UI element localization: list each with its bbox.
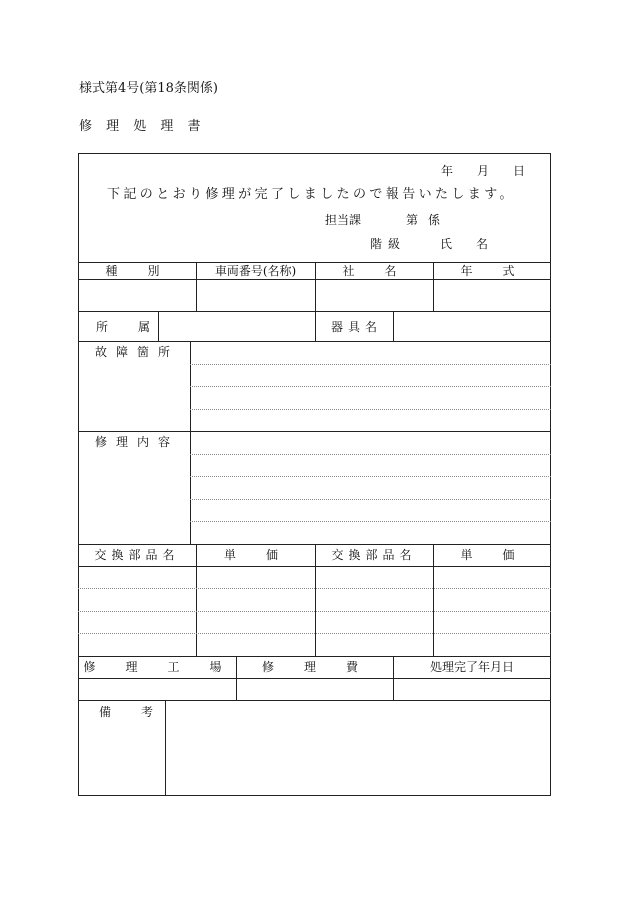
- company-name-value-field[interactable]: [316, 280, 432, 310]
- header-company-name: 社 名: [342, 264, 406, 278]
- date-month-label: 月: [477, 164, 490, 178]
- section-number-label: 第: [406, 213, 419, 227]
- header-unit-price-1: 単 価: [223, 548, 287, 562]
- unit-price-column-1[interactable]: [197, 567, 314, 655]
- header-part-name-2: 交換部品名: [331, 548, 417, 562]
- date-year-label: 年: [441, 164, 454, 178]
- remarks-label: 備 考: [99, 705, 163, 719]
- header-type: 種 別: [105, 264, 169, 278]
- affiliation-value-field[interactable]: [159, 312, 314, 340]
- part-name-column-2[interactable]: [316, 567, 432, 655]
- unit-price-column-2[interactable]: [434, 567, 550, 655]
- completion-date-value-field[interactable]: [394, 679, 550, 699]
- document-title: 修 理 処 理 書: [79, 119, 206, 134]
- fault-location-label: 故障箇所: [95, 345, 180, 359]
- header-unit-price-2: 単 価: [460, 548, 524, 562]
- fault-location-field[interactable]: [191, 342, 550, 431]
- header-vehicle-number: 車両番号(名称): [214, 264, 297, 278]
- header-model-year: 年 式: [460, 264, 524, 278]
- repair-content-label: 修理内容: [95, 435, 180, 449]
- repair-shop-value-field[interactable]: [79, 679, 235, 699]
- divider: [315, 311, 316, 341]
- type-value-field[interactable]: [79, 280, 195, 310]
- date-day-label: 日: [513, 164, 526, 178]
- vehicle-number-value-field[interactable]: [197, 280, 314, 310]
- department-label: 担当課: [325, 213, 362, 227]
- report-statement: 下記のとおり修理が完了しましたので報告いたします。: [107, 187, 516, 202]
- equipment-name-value-field[interactable]: [394, 312, 550, 340]
- header-repair-shop: 修 理 工 場: [83, 660, 231, 674]
- header-repair-cost: 修 理 費: [261, 660, 367, 674]
- divider: [78, 656, 551, 657]
- model-year-value-field[interactable]: [434, 280, 550, 310]
- name-label: 氏 名: [440, 237, 495, 251]
- section-suffix-label: 係: [428, 213, 441, 227]
- affiliation-label: 所 属: [96, 320, 160, 334]
- form-number: 様式第4号(第18条関係): [79, 81, 218, 96]
- part-name-column-1[interactable]: [79, 567, 195, 655]
- equipment-name-label: 器具名: [331, 320, 383, 334]
- header-completion-date: 処理完了年月日: [429, 660, 514, 674]
- remarks-field[interactable]: [166, 701, 550, 795]
- header-part-name-1: 交換部品名: [94, 548, 180, 562]
- repair-cost-value-field[interactable]: [237, 679, 392, 699]
- rank-label: 階級: [370, 237, 407, 251]
- repair-content-field[interactable]: [191, 432, 550, 543]
